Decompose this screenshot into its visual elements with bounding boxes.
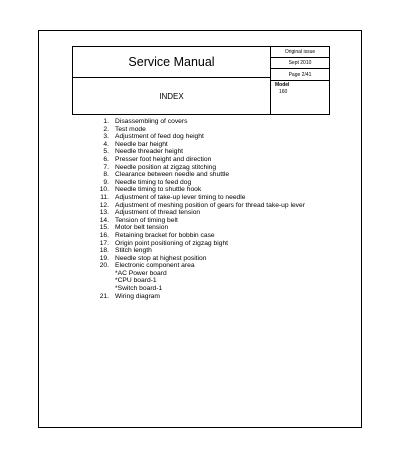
index-item: 8. Clearance between needle and shuttle [103, 171, 230, 179]
index-item: 1. Disassembling of covers [103, 118, 188, 125]
index-item: 11. Adjustment of take-up lever timing to needle [100, 193, 246, 201]
index-item: 20. Electronic component area *AC Power board *CPU board-1 *Switch board-1 [97, 262, 347, 292]
sub-item: *CPU board-1 [115, 277, 157, 285]
index-item: 14. Tension of timing belt [99, 216, 178, 224]
index-item: 3. Adjustment of feed dog height [103, 133, 204, 141]
page-number: Page 2/41 [271, 69, 329, 81]
index-item: 18. Stitch length [99, 247, 152, 255]
index-item: 5. Needle threader height [103, 148, 184, 156]
index-item: 15. Motor belt tension [99, 224, 169, 232]
index-list [97, 118, 347, 300]
issue-date: Sept 2010 [271, 58, 329, 69]
document-page [38, 30, 362, 428]
index-item: 12. Adjustment of meshing position of gears for thread take-up lever [99, 201, 305, 209]
header-box [72, 46, 330, 115]
index-item: 9. Needle timing to feed dog [103, 178, 192, 186]
index-item: 17. Origin point positioning of zigzag bight [99, 239, 229, 247]
index-item: 19. Needle stop at highest position [99, 254, 207, 262]
model-value: 160 [279, 89, 288, 95]
index-item: 7. Needle position at zigzag stitching [103, 163, 217, 171]
index-item: 13. Adjustment of thread tension [99, 209, 201, 217]
index-item: 21. Wiring diagram [99, 292, 160, 300]
sub-item: *AC Power board [115, 269, 167, 277]
issue-label: Original issue [271, 47, 329, 58]
sub-item: *Switch board-1 [115, 285, 163, 293]
model-cell [271, 81, 329, 114]
index-item: 16. Retaining bracket for bobbin case [99, 231, 215, 239]
section-title: INDEX [73, 78, 271, 114]
index-item: 4. Needle bar height [103, 140, 168, 148]
sub-item-list [115, 270, 347, 293]
index-item: 10. Needle timing to shuttle hook [99, 186, 202, 194]
index-item: 2. Test mode [103, 125, 146, 133]
index-item: 6. Presser foot height and direction [103, 155, 212, 163]
document-title: Service Manual [73, 47, 271, 78]
model-label: Model [275, 82, 290, 88]
